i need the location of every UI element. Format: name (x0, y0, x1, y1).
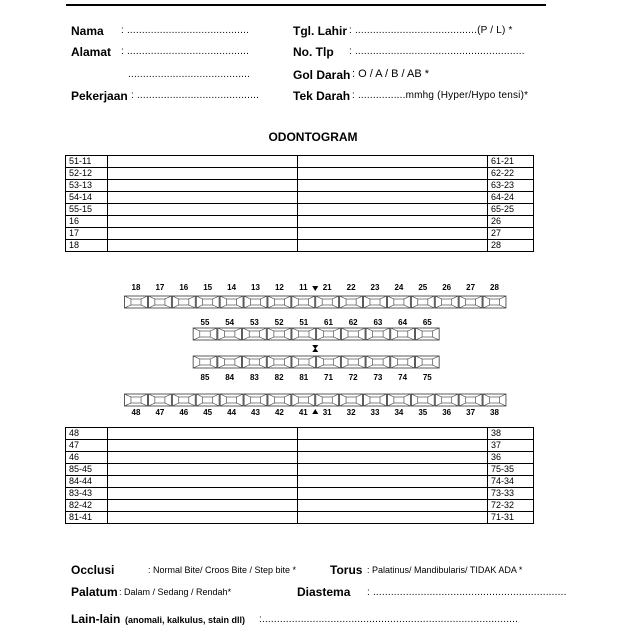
tooth-note-right[interactable] (298, 192, 488, 204)
lower-permanent-tooth[interactable] (244, 394, 267, 406)
tooth-note-right[interactable] (298, 452, 488, 464)
tooth-number-left: 47 (66, 440, 108, 452)
upper-permanent-tooth[interactable] (196, 296, 219, 308)
tooth-label: 62 (348, 318, 358, 327)
table-row (66, 476, 534, 488)
tooth-label: 38 (490, 408, 499, 417)
lower-primary-tooth[interactable] (415, 356, 439, 368)
tooth-number-right: 64-24 (488, 192, 534, 204)
pekerjaan-label: Pekerjaan (71, 89, 128, 103)
tooth-number-right: 73-33 (488, 488, 534, 500)
tooth-number-right: 36 (488, 452, 534, 464)
table-row (66, 240, 534, 252)
gol-darah-options[interactable]: : O / A / B / AB * (352, 68, 430, 80)
lower-permanent-tooth[interactable] (172, 394, 195, 406)
upper-permanent-tooth[interactable] (125, 296, 148, 308)
lower-primary-tooth[interactable] (193, 356, 217, 368)
lower-permanent-tooth[interactable] (411, 394, 434, 406)
tooth-label: 47 (155, 408, 165, 417)
lain-lain-field[interactable]: :...................................................................................... (259, 614, 519, 625)
upper-primary-tooth[interactable] (366, 328, 390, 340)
nama-field[interactable]: : ......................................... (121, 25, 250, 36)
tooth-label: 54 (225, 318, 235, 327)
tooth-label: 64 (398, 318, 408, 327)
tooth-note-right[interactable] (298, 180, 488, 192)
pekerjaan-field[interactable]: : ......................................... (131, 90, 260, 101)
tooth-note-left[interactable] (108, 204, 298, 216)
tooth-label: 51 (299, 318, 309, 327)
gol-darah-label: Gol Darah (293, 68, 351, 82)
upper-primary-tooth[interactable] (243, 328, 267, 340)
lower-permanent-tooth[interactable] (148, 394, 171, 406)
lower-permanent-tooth[interactable] (220, 394, 243, 406)
tooth-number-right: 38 (488, 428, 534, 440)
tooth-label: 26 (442, 283, 452, 292)
top-border-line (66, 4, 546, 6)
table-row (66, 500, 534, 512)
tooth-note-left[interactable] (108, 192, 298, 204)
table-row (66, 204, 534, 216)
tooth-label: 73 (373, 373, 383, 382)
alamat-field[interactable]: : ......................................... (121, 46, 250, 57)
tooth-number-left: 83-43 (66, 488, 108, 500)
lower-primary-tooth[interactable] (267, 356, 291, 368)
tooth-number-left: 48 (66, 428, 108, 440)
table-row (66, 180, 534, 192)
tooth-label: 55 (200, 318, 210, 327)
tooth-label: 28 (490, 283, 499, 292)
tooth-note-right[interactable] (298, 440, 488, 452)
table-row (66, 464, 534, 476)
tooth-number-right: 28 (488, 240, 534, 252)
tooth-label: 11 (299, 283, 308, 292)
upper-primary-tooth[interactable] (292, 328, 316, 340)
table-row (66, 228, 534, 240)
tooth-label: 45 (203, 408, 213, 417)
table-row (66, 168, 534, 180)
upper-primary-tooth[interactable] (317, 328, 341, 340)
tooth-label: 14 (227, 283, 237, 292)
upper-primary-tooth[interactable] (391, 328, 415, 340)
tooth-label: 36 (442, 408, 452, 417)
lower-permanent-tooth[interactable] (435, 394, 458, 406)
lower-permanent-tooth[interactable] (483, 394, 506, 406)
tooth-label: 37 (466, 408, 476, 417)
tooth-label: 18 (131, 283, 141, 292)
tooth-number-left: 46 (66, 452, 108, 464)
tooth-note-left[interactable] (108, 488, 298, 500)
tooth-label: 24 (394, 283, 404, 292)
no-tlp-field[interactable]: : ......................................................... (349, 46, 525, 57)
upper-permanent-tooth[interactable] (316, 296, 339, 308)
tooth-number-right: 72-32 (488, 500, 534, 512)
tooth-label: 63 (373, 318, 383, 327)
tooth-label: 82 (274, 373, 284, 382)
tooth-label: 15 (203, 283, 213, 292)
tooth-number-left: 51-11 (66, 156, 108, 168)
tooth-number-right: 27 (488, 228, 534, 240)
tooth-label: 16 (179, 283, 189, 292)
tooth-label: 22 (346, 283, 356, 292)
tooth-note-left[interactable] (108, 180, 298, 192)
table-row (66, 192, 534, 204)
tooth-number-left: 18 (66, 240, 108, 252)
lower-primary-tooth[interactable] (218, 356, 242, 368)
tooth-number-left: 52-12 (66, 168, 108, 180)
tooth-note-right[interactable] (298, 428, 488, 440)
tooth-label: 81 (299, 373, 309, 382)
tooth-number-right: 37 (488, 440, 534, 452)
tooth-note-right[interactable] (298, 216, 488, 228)
tooth-label: 75 (422, 373, 432, 382)
tooth-number-right: 65-25 (488, 204, 534, 216)
upper-primary-tooth[interactable] (193, 328, 217, 340)
tooth-label: 12 (274, 283, 284, 292)
tooth-note-left[interactable] (108, 476, 298, 488)
upper-primary-tooth[interactable] (267, 328, 291, 340)
tooth-number-left: 84-44 (66, 476, 108, 488)
lower-permanent-tooth[interactable] (364, 394, 387, 406)
tooth-note-right[interactable] (298, 228, 488, 240)
upper-permanent-tooth[interactable] (364, 296, 387, 308)
upper-primary-tooth[interactable] (415, 328, 439, 340)
tooth-note-right[interactable] (298, 156, 488, 168)
midline-up-arrow (312, 409, 318, 414)
table-row (66, 216, 534, 228)
page-title: ODONTOGRAM (268, 130, 358, 144)
tooth-note-left[interactable] (108, 440, 298, 452)
tooth-label: 25 (418, 283, 428, 292)
upper-teeth-table (65, 155, 534, 252)
tooth-label: 34 (394, 408, 404, 417)
tooth-number-right: 61-21 (488, 156, 534, 168)
tooth-label: 72 (348, 373, 358, 382)
upper-primary-tooth[interactable] (341, 328, 365, 340)
table-row (66, 428, 534, 440)
lower-permanent-tooth[interactable] (292, 394, 315, 406)
tooth-number-left: 54-14 (66, 192, 108, 204)
tooth-note-right[interactable] (298, 464, 488, 476)
tooth-note-left[interactable] (108, 512, 298, 524)
lower-primary-tooth[interactable] (391, 356, 415, 368)
tooth-label: 53 (249, 318, 259, 327)
tooth-label: 48 (131, 408, 141, 417)
nama-label: Nama (71, 24, 104, 38)
tooth-note-right[interactable] (298, 488, 488, 500)
tooth-note-left[interactable] (108, 452, 298, 464)
diastema-label: Diastema (297, 585, 351, 599)
tooth-label: 23 (370, 283, 380, 292)
tooth-note-right[interactable] (298, 476, 488, 488)
tek-darah-field[interactable]: : ................mmhg (Hyper/Hypo tensi)* (352, 90, 529, 101)
upper-permanent-tooth[interactable] (148, 296, 171, 308)
alamat-field-2[interactable]: ......................................... (128, 69, 251, 80)
upper-permanent-tooth[interactable] (292, 296, 315, 308)
tooth-number-right: 62-22 (488, 168, 534, 180)
lower-primary-tooth[interactable] (292, 356, 316, 368)
tooth-label: 42 (274, 408, 284, 417)
tooth-label: 71 (324, 373, 333, 382)
tooth-note-left[interactable] (108, 168, 298, 180)
tgl-lahir-field[interactable]: : .........................................(P / L) * (349, 25, 513, 36)
tooth-label: 46 (179, 408, 189, 417)
upper-permanent-tooth[interactable] (435, 296, 458, 308)
upper-permanent-tooth[interactable] (459, 296, 482, 308)
tooth-note-left[interactable] (108, 428, 298, 440)
tooth-label: 35 (418, 408, 428, 417)
tooth-note-left[interactable] (108, 464, 298, 476)
lower-permanent-tooth[interactable] (387, 394, 410, 406)
table-row (66, 512, 534, 524)
diastema-field[interactable]: : ................................................................. (367, 587, 567, 598)
tooth-note-left[interactable] (108, 500, 298, 512)
lower-permanent-tooth[interactable] (316, 394, 339, 406)
upper-permanent-tooth[interactable] (244, 296, 267, 308)
upper-permanent-tooth[interactable] (172, 296, 195, 308)
tooth-number-left: 53-13 (66, 180, 108, 192)
tooth-number-left: 16 (66, 216, 108, 228)
tek-darah-label: Tek Darah (293, 89, 351, 103)
torus-label: Torus (330, 563, 363, 577)
occlusi-options[interactable]: : Normal Bite/ Croos Bite / Step bite * (148, 565, 297, 575)
tooth-note-right[interactable] (298, 500, 488, 512)
occlusi-label: Occlusi (71, 563, 115, 577)
tooth-label: 13 (251, 283, 260, 292)
table-row (66, 156, 534, 168)
midline-center-arrow-up (312, 348, 318, 352)
upper-primary-tooth[interactable] (218, 328, 242, 340)
tooth-label: 84 (225, 373, 235, 382)
lain-lain-label: Lain-lain (71, 612, 121, 626)
tooth-number-left: 85-45 (66, 464, 108, 476)
tooth-label: 32 (346, 408, 356, 417)
table-row (66, 488, 534, 500)
tooth-number-right: 63-23 (488, 180, 534, 192)
lower-primary-tooth[interactable] (243, 356, 267, 368)
tooth-number-left: 17 (66, 228, 108, 240)
tooth-number-left: 82-42 (66, 500, 108, 512)
lower-permanent-tooth[interactable] (125, 394, 148, 406)
tooth-label: 27 (466, 283, 476, 292)
lower-permanent-tooth[interactable] (268, 394, 291, 406)
tooth-note-left[interactable] (108, 240, 298, 252)
tooth-label: 33 (370, 408, 380, 417)
lower-teeth-table (65, 427, 534, 524)
palatum-options[interactable]: : Dalam / Sedang / Rendah* (119, 587, 232, 597)
midline-down-arrow (312, 286, 318, 291)
tooth-number-left: 81-41 (66, 512, 108, 524)
lower-permanent-tooth[interactable] (340, 394, 363, 406)
tooth-number-right: 75-35 (488, 464, 534, 476)
upper-permanent-tooth[interactable] (220, 296, 243, 308)
lower-permanent-tooth[interactable] (459, 394, 482, 406)
tooth-label: 52 (274, 318, 284, 327)
tooth-label: 44 (227, 408, 237, 417)
tooth-number-right: 71-31 (488, 512, 534, 524)
tooth-number-left: 55-15 (66, 204, 108, 216)
tooth-label: 21 (322, 283, 332, 292)
tooth-number-right: 74-34 (488, 476, 534, 488)
torus-options[interactable]: : Palatinus/ Mandibularis/ TIDAK ADA * (367, 565, 523, 575)
upper-permanent-tooth[interactable] (340, 296, 363, 308)
palatum-label: Palatum (71, 585, 118, 599)
tooth-label: 43 (251, 408, 260, 417)
upper-permanent-tooth[interactable] (411, 296, 434, 308)
tooth-label: 65 (422, 318, 432, 327)
tooth-label: 83 (249, 373, 259, 382)
lower-primary-tooth[interactable] (341, 356, 365, 368)
lower-primary-tooth[interactable] (366, 356, 390, 368)
upper-permanent-tooth[interactable] (387, 296, 410, 308)
odontogram-svg (120, 282, 510, 422)
alamat-label: Alamat (71, 45, 112, 59)
tooth-note-left[interactable] (108, 228, 298, 240)
tooth-note-left[interactable] (108, 156, 298, 168)
tooth-label: 61 (324, 318, 333, 327)
table-row (66, 440, 534, 452)
tooth-label: 85 (200, 373, 210, 382)
tooth-label: 41 (298, 408, 308, 417)
upper-permanent-tooth[interactable] (483, 296, 506, 308)
tooth-note-right[interactable] (298, 240, 488, 252)
upper-permanent-tooth[interactable] (268, 296, 291, 308)
table-row (66, 452, 534, 464)
tooth-number-right: 26 (488, 216, 534, 228)
lower-permanent-tooth[interactable] (196, 394, 219, 406)
odontogram-diagram (120, 282, 510, 422)
lain-lain-note: (anomali, kalkulus, stain dll) (125, 615, 246, 625)
lower-primary-tooth[interactable] (317, 356, 341, 368)
tooth-note-right[interactable] (298, 168, 488, 180)
tooth-note-right[interactable] (298, 204, 488, 216)
tooth-label: 17 (155, 283, 165, 292)
tooth-label: 74 (398, 373, 408, 382)
tooth-note-left[interactable] (108, 216, 298, 228)
tooth-label: 31 (322, 408, 332, 417)
tgl-lahir-label: Tgl. Lahir (293, 24, 347, 38)
no-tlp-label: No. Tlp (293, 45, 334, 59)
tooth-note-right[interactable] (298, 512, 488, 524)
